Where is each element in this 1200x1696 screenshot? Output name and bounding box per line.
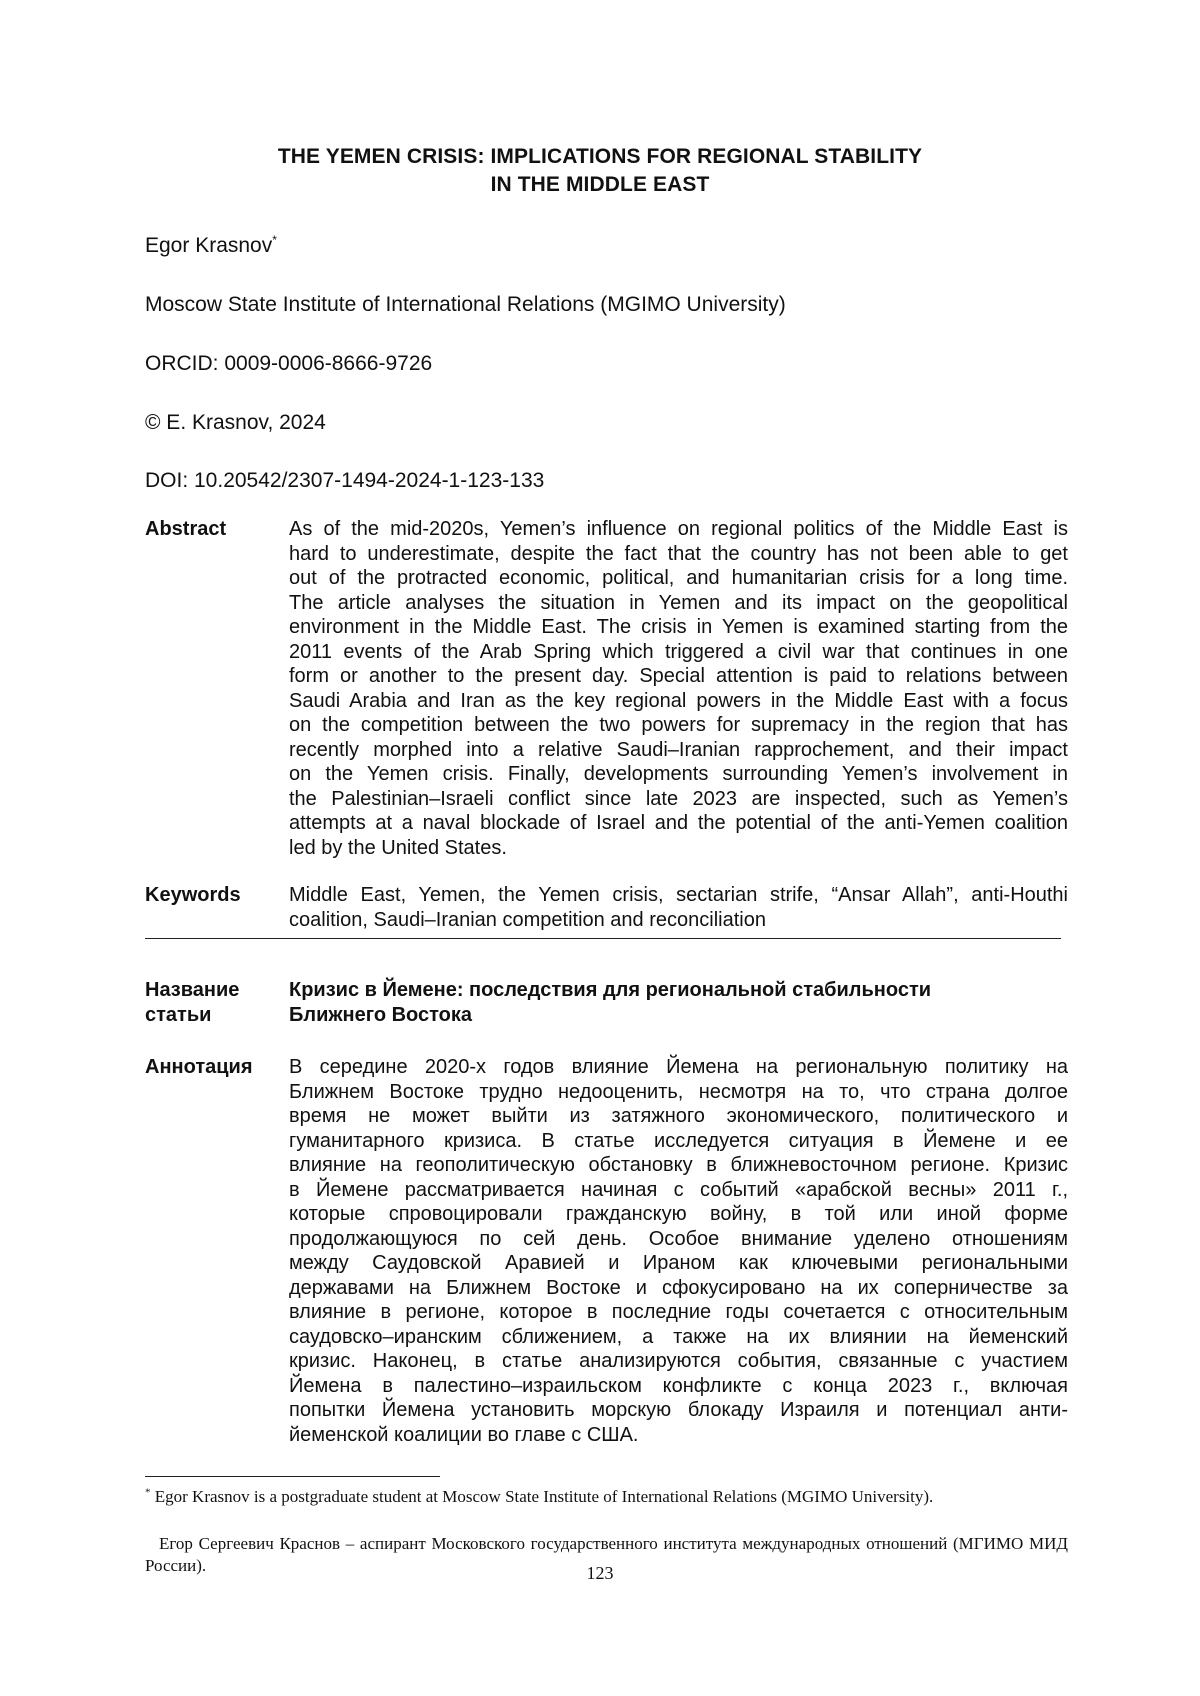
ru-abstract-line: гуманитарного кризиса. В статье исследуется ситуация в Йемене и ее bbox=[289, 1129, 1068, 1152]
footnote-ru: Егор Сергеевич Краснов – аспирант Московского государственного института международных отношений (МГИМО МИД России). bbox=[145, 1534, 1068, 1575]
ru-abstract-line: влияние на геополитическую обстановку в ближневосточном регионе. Кризис bbox=[289, 1154, 1068, 1176]
ru-abstract-line: йеменской коалиции во главе с США. bbox=[289, 1423, 639, 1446]
ru-title-label-line-2: статьи bbox=[145, 1003, 212, 1026]
ru-abstract-line: попытки Йемена установить морскую блокаду Израиля и потенциал анти- bbox=[289, 1399, 1068, 1421]
ru-abstract-line: державами на Ближнем Востоке и сфокусировано на их соперничестве за bbox=[289, 1276, 1068, 1299]
abstract-line: Saudi Arabia and Iran as the key regional powers in the Middle East with a focus bbox=[289, 689, 1068, 712]
abstract-text bbox=[289, 517, 1068, 860]
abstract-line: hard to underestimate, despite the fact that the country has not been able to get bbox=[289, 542, 1068, 565]
ru-paper-title-line-2: Ближнего Востока bbox=[289, 1003, 472, 1026]
abstract-line: 2011 events of the Arab Spring which triggered a civil war that continues in one bbox=[289, 640, 1068, 663]
ru-abstract-line: между Саудовской Аравией и Ираном как ключевыми региональными bbox=[289, 1252, 1068, 1274]
ru-abstract-text bbox=[289, 1055, 1068, 1447]
abstract-line: out of the protracted economic, political, and humanitarian crisis for a long time. bbox=[289, 567, 1068, 589]
abstract-line: on the competition between the two powers for supremacy in the region that has bbox=[289, 714, 1068, 736]
ru-abstract-line: влияние в регионе, которое в последние годы сочетается с относительным bbox=[289, 1301, 1068, 1323]
ru-abstract-line: которые спровоцировали гражданскую войну, в той или иной форме bbox=[289, 1203, 1068, 1225]
abstract-label: Abstract bbox=[145, 518, 227, 540]
ru-abstract-line: В середине 2020-х годов влияние Йемена на региональную политику на bbox=[289, 1056, 1068, 1078]
page-number: 123 bbox=[586, 1563, 614, 1583]
abstract-line: on the Yemen crisis. Finally, developments surrounding Yemen’s involvement in bbox=[289, 763, 1068, 785]
paper-title-line-1: THE YEMEN CRISIS: IMPLICATIONS FOR REGIONAL STABILITY bbox=[277, 145, 923, 168]
abstract-line: attempts at a naval blockade of Israel and the potential of the anti-Yemen coalition bbox=[289, 812, 1068, 834]
ru-abstract-line: Йемена в палестино–израильском конфликте с конца 2023 г., включая bbox=[289, 1374, 1068, 1397]
paper-title bbox=[144, 143, 1056, 199]
abstract-line: form or another to the present day. Special attention is paid to relations between bbox=[289, 665, 1068, 687]
footnote-en bbox=[145, 1486, 1068, 1508]
affiliation: Moscow State Institute of International Relations (MGIMO University) bbox=[145, 293, 786, 316]
abstract-line: As of the mid-2020s, Yemen’s influence on regional politics of the Middle East is bbox=[289, 518, 1068, 540]
ru-paper-title-line-1: Кризис в Йемене: последствия для региональной стабильности bbox=[289, 979, 932, 1001]
ru-abstract-line: кризис. Наконец, в статье анализируются события, связанные с участием bbox=[289, 1350, 1068, 1372]
ru-paper-title bbox=[289, 978, 1068, 1027]
abstract-line: recently morphed into a relative Saudi–Iranian rapprochement, and their impact bbox=[289, 738, 1068, 761]
author-name: Egor Krasnov bbox=[145, 234, 273, 257]
doi: DOI: 10.20542/2307-1494-2024-1-123-133 bbox=[145, 469, 545, 492]
abstract-line: the Palestinian–Israeli conflict since late 2023 are inspected, such as Yemen’s bbox=[289, 787, 1068, 810]
footnote-mark: * bbox=[145, 1486, 151, 1499]
paper-title-line-2: IN THE MIDDLE EAST bbox=[490, 173, 710, 196]
ru-abstract-line: продолжающуюся по сей день. Особое внимание уделено отношениям bbox=[289, 1227, 1068, 1250]
abstract-line: led by the United States. bbox=[289, 836, 507, 859]
ru-abstract-line: саудовско–иранским сближением, а также на их влиянии на йеменский bbox=[289, 1325, 1068, 1348]
ru-title-label bbox=[145, 978, 239, 1027]
keywords-line: coalition, Saudi–Iranian competition and reconciliation bbox=[289, 908, 766, 931]
abstract-line: environment in the Middle East. The crisis in Yemen is examined starting from the bbox=[289, 616, 1068, 638]
footnote-en-text: Egor Krasnov is a postgraduate student at Moscow State Institute of International Relations (MGIMO University). bbox=[154, 1487, 934, 1506]
ru-abstract-line: в Йемене рассматривается начиная с событий «арабской весны» 2011 г., bbox=[289, 1178, 1068, 1201]
abstract-line: The article analyses the situation in Yemen and its impact on the geopolitical bbox=[289, 591, 1068, 614]
ru-abstract-label: Аннотация bbox=[145, 1056, 253, 1078]
keywords-line: Middle East, Yemen, the Yemen crisis, sectarian strife, “Ansar Allah”, anti-Houthi bbox=[289, 884, 1068, 906]
footnote-divider bbox=[145, 1476, 440, 1477]
author-footnote-mark: * bbox=[272, 233, 277, 247]
ru-abstract-line: Ближнем Востоке трудно недооценить, несмотря на то, что страна долгое bbox=[289, 1080, 1068, 1103]
author-line bbox=[145, 232, 277, 260]
ru-abstract-line: время не может выйти из затяжного экономического, политического и bbox=[289, 1105, 1068, 1127]
orcid: ORCID: 0009-0006-8666-9726 bbox=[145, 352, 433, 375]
copyright: © E. Krasnov, 2024 bbox=[145, 411, 326, 434]
keywords-text bbox=[289, 883, 1068, 932]
keywords-label: Keywords bbox=[145, 884, 241, 906]
section-divider bbox=[145, 938, 1061, 939]
ru-title-label-line-1: Название bbox=[145, 979, 240, 1001]
